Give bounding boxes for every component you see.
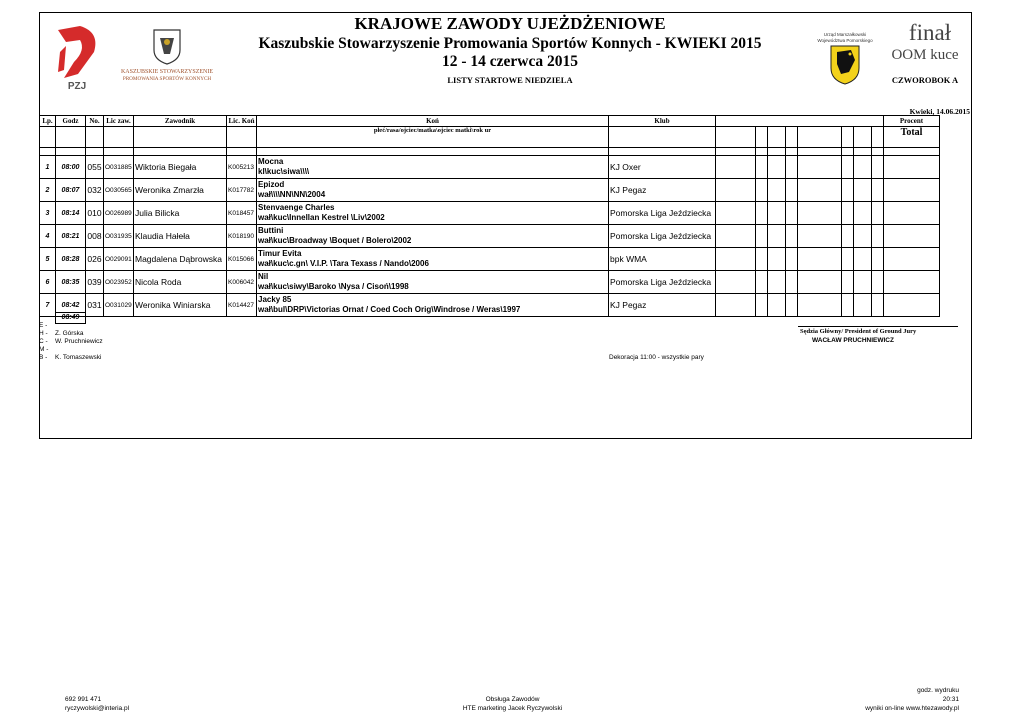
table-row [40,225,940,248]
col-lp: Lp. [40,116,56,127]
row-club: Pomorska Liga Jeździecka [609,225,716,248]
judge-name: K. Tomaszewski [55,354,102,361]
row-number: 039 [86,271,104,294]
category-label: OOM kuce [891,47,959,63]
kashubian-logo-line2: PROMOWANIA SPORTÓW KONNYCH [122,76,212,82]
pomorskie-logo-line2: Województwa Pomorskiego [817,38,873,43]
spacer-row [40,148,940,156]
row-time: 08:35 [56,271,86,294]
row-rider-license: O023952 [104,271,134,294]
row-horse-name: Mocna [258,157,284,166]
page-title: KRAJOWE ZAWODY UJEŻDŻENIOWE [354,14,666,33]
pomorskie-logo-line1: Urząd Marszałkowski [823,32,867,37]
decoration-info: Dekoracja 11:00 - wszystkie pary [609,354,704,361]
footer-service-name: HTE marketing Jacek Ryczywolski [462,705,563,712]
pzj-logo-text: PZJ [67,81,87,92]
table-row [40,248,940,271]
place-date: Kwieki, 14.06.2015 [909,107,970,116]
row-horse [257,225,609,248]
chief-judge-label: Sędzia Główny/ President of Ground Jury [800,328,917,335]
header-row [40,116,940,127]
list-title: LISTY STARTOWE NIEDZIELA [447,75,573,85]
row-lp: 4 [40,225,56,248]
judge-line [39,330,103,338]
row-number: 008 [86,225,104,248]
row-rider: Nicola Roda [134,271,227,294]
row-horse-info: wał\\\\NN\NN\2004 [258,190,326,199]
row-horse-info: wał\bul\DRP\Victorias Ornat / Coed Coch Orig\Windrose / Weras\1997 [258,305,521,314]
row-club: Pomorska Liga Jeździecka [609,202,716,225]
judge-line [39,338,103,346]
row-number: 032 [86,179,104,202]
organizer-title: Kaszubskie Stowarzyszenie Promowania Sportów Konnych - KWIEKI 2015 [258,35,762,52]
judge-name: Z. Górska [55,330,84,337]
col-total: Total [884,127,940,148]
row-rider-license: O029091 [104,248,134,271]
test-name: CZWOROBOK A [891,75,959,85]
judge-position: B - [39,354,48,361]
table-row [40,156,940,179]
row-club: Pomorska Liga Jeździecka [609,271,716,294]
row-horse-info: wał\kuc\siwy\Baroko \Nysa / Cisoń\1998 [258,282,409,291]
pomorskie-logo [815,30,875,85]
row-horse-name: Stenvaenge Charles [258,203,335,212]
event-dates: 12 - 14 czerwca 2015 [441,53,578,70]
footer-phone: 692 991 471 [65,696,102,703]
row-time: 08:07 [56,179,86,202]
footer-service-label: Obsługa Zawodów [485,696,540,703]
row-horse-license: K015066 [227,248,257,271]
row-horse-license: K017782 [227,179,257,202]
judge-line [39,354,103,362]
row-horse [257,248,609,271]
row-time: 08:00 [56,156,86,179]
footer-results-online: wyniki on-line www.htezawody.pl [865,705,959,712]
row-number: 026 [86,248,104,271]
row-rider-license: O031885 [104,156,134,179]
row-time: 08:42 [56,294,86,317]
row-rider-license: O026989 [104,202,134,225]
table-row [40,294,940,317]
row-rider-license: O031935 [104,225,134,248]
row-lp: 3 [40,202,56,225]
judge-position: E - [39,322,48,329]
col-lic-kon: Lic. Koń [228,117,255,125]
row-horse-name: Nil [258,272,269,281]
table-row [40,271,940,294]
row-horse-license: K006042 [227,271,257,294]
table-row [40,202,940,225]
row-club: KJ Oxer [609,156,716,179]
last-time: 08:49 [55,312,86,324]
row-time: 08:14 [56,202,86,225]
row-horse [257,179,609,202]
signature-line [798,326,958,327]
footer-print-label: godz. wydruku [917,687,959,694]
row-number: 010 [86,202,104,225]
row-rider: Klaudia Hałeła [134,225,227,248]
row-horse-info: wał\kuc\Broadway \Boquet / Bolero\2002 [258,236,412,245]
judges-list [39,322,103,362]
col-procent: Procent [884,116,940,127]
row-horse-license: K005213 [227,156,257,179]
start-list-table [39,115,940,317]
row-horse [257,271,609,294]
row-horse-license: K018190 [227,225,257,248]
row-rider-license: O031029 [104,294,134,317]
final-label: finał [908,20,952,45]
row-number: 055 [86,156,104,179]
judge-position: M - [39,346,49,353]
row-horse-license: K014427 [227,294,257,317]
row-time: 08:21 [56,225,86,248]
row-horse [257,202,609,225]
footer-print-time: 20:31 [942,696,959,703]
col-kon: Koń [257,116,609,127]
judge-line [39,346,103,354]
row-lp: 1 [40,156,56,179]
row-horse [257,294,609,317]
row-rider: Julia Bilicka [134,202,227,225]
row-horse-license: K018457 [227,202,257,225]
row-horse-info: kl\kuc\siwa\\\\ [258,167,310,176]
subheader-row [40,127,940,148]
judge-position: H - [39,330,48,337]
footer-email: ryczywolski@interia.pl [65,705,130,712]
row-time: 08:28 [56,248,86,271]
row-club: KJ Pegaz [609,294,716,317]
row-rider: Wiktoria Biegała [134,156,227,179]
chief-judge-name: WACŁAW PRUCHNIEWICZ [812,337,894,344]
row-horse-name: Jacky 85 [258,295,292,304]
row-horse-info: wał\kuc\Innellan Kestrel \Liv\2002 [258,213,385,222]
row-lp: 7 [40,294,56,317]
judge-position: C - [39,338,48,345]
row-horse-name: Buttini [258,226,284,235]
row-number: 031 [86,294,104,317]
row-lp: 5 [40,248,56,271]
judge-line [39,322,103,330]
col-godz: Godz [56,116,86,127]
row-horse-info: wał\kuc\c.gn\ V.I.P. \Tara Texass / Nando\2006 [258,259,429,268]
horse-info-header: płeć/rasa/ojciec/matka\ojciec matki\rok ur [257,127,609,148]
col-no: No. [86,116,104,127]
row-horse [257,156,609,179]
row-club: bpk WMA [609,248,716,271]
row-lp: 6 [40,271,56,294]
judge-name: W. Pruchniewicz [55,338,103,345]
table-row [40,179,940,202]
row-horse-name: Timur Evita [258,249,302,258]
col-scores [716,116,884,127]
row-rider: Magdalena Dąbrowska [134,248,227,271]
row-club: KJ Pegaz [609,179,716,202]
pzj-logo [50,22,105,92]
col-zawodnik: Zawodnik [134,116,227,127]
col-lic-zaw: Lic zaw. [104,116,134,127]
row-rider: Weronika Winiarska [134,294,227,317]
row-rider-license: O030565 [104,179,134,202]
col-klub: Klub [609,116,716,127]
kashubian-logo [110,28,225,83]
row-rider: Weronika Zmarzła [134,179,227,202]
row-lp: 2 [40,179,56,202]
kashubian-logo-line1: KASZUBSKIE STOWARZYSZENIE [120,69,214,75]
row-horse-name: Epizod [258,180,285,189]
